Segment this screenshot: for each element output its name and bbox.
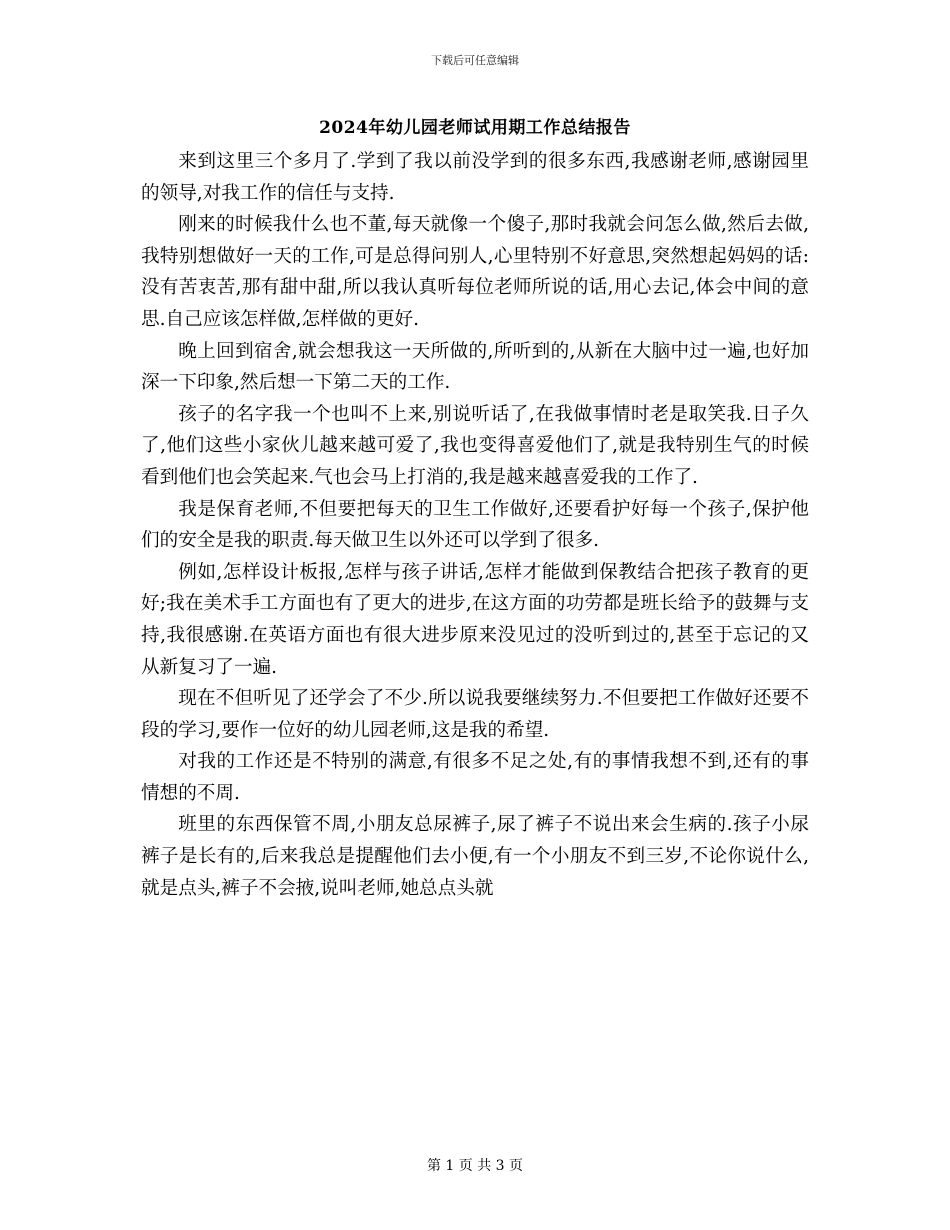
paragraph-5: 我是保育老师,不但要把每天的卫生工作做好,还要看护好每一个孩子,保护他们的安全是我的职责.每天做卫生以外还可以学到了很多. [141,498,809,552]
paragraph-1: 来到这里三个多月了.学到了我以前没学到的很多东西,我感谢老师,感谢园里的领导,对我工作的信任与支持. [141,151,809,204]
document-body [141,146,809,904]
paragraph-6: 例如,怎样设计板报,怎样与孩子讲话,怎样才能做到保教结合把孩子教育的更好;我在美术手工方面也有了更大的进步,在这方面的功劳都是班长给予的鼓舞与支持,我很感谢.在英语方面也有很大进步原来没见过的没听到过的,甚至于忘记的又从新复习了一遍. [141,561,809,678]
document-title: 2024年幼儿园老师试用期工作总结报告 [319,118,631,138]
page-footer: 第 1 页 共 3 页 [426,1158,524,1174]
paragraph-3: 晚上回到宿舍,就会想我这一天所做的,所听到的,从新在大脑中过一遍,也好加深一下印象,然后想一下第二天的工作. [141,340,809,394]
header-note: 下载后可任意编辑 [431,54,519,67]
paragraph-7: 现在不但听见了还学会了不少.所以说我要继续努力.不但要把工作做好还要不段的学习,要作一位好的幼儿园老师,这是我的希望. [141,688,809,741]
paragraph-4: 孩子的名字我一个也叫不上来,别说听话了,在我做事情时老是取笑我.日子久了,他们这些小家伙儿越来越可爱了,我也变得喜爱他们了,就是我特别生气的时候看到他们也会笑起来.气也会马上打消的,我是越来越喜爱我的工作了. [141,403,809,488]
paragraph-8: 对我的工作还是不特别的满意,有很多不足之处,有的事情我想不到,还有的事情想的不周. [141,751,809,804]
paragraph-2: 刚来的时候我什么也不董,每天就像一个傻子,那时我就会问怎么做,然后去做,我特别想做好一天的工作,可是总得问别人,心里特别不好意思,突然想起妈妈的话:没有苦衷苦,那有甜中甜,所以我认真听每位老师所说的话,用心去记,体会中间的意思.自己应该怎样做,怎样做的更好. [141,214,809,330]
paragraph-9: 班里的东西保管不周,小朋友总尿裤子,尿了裤子不说出来会生病的.孩子小尿裤子是长有的,后来我总是提醒他们去小便,有一个小朋友不到三岁,不论你说什么,就是点头,裤子不会掖,说叫老师,她总点头就 [141,814,809,899]
